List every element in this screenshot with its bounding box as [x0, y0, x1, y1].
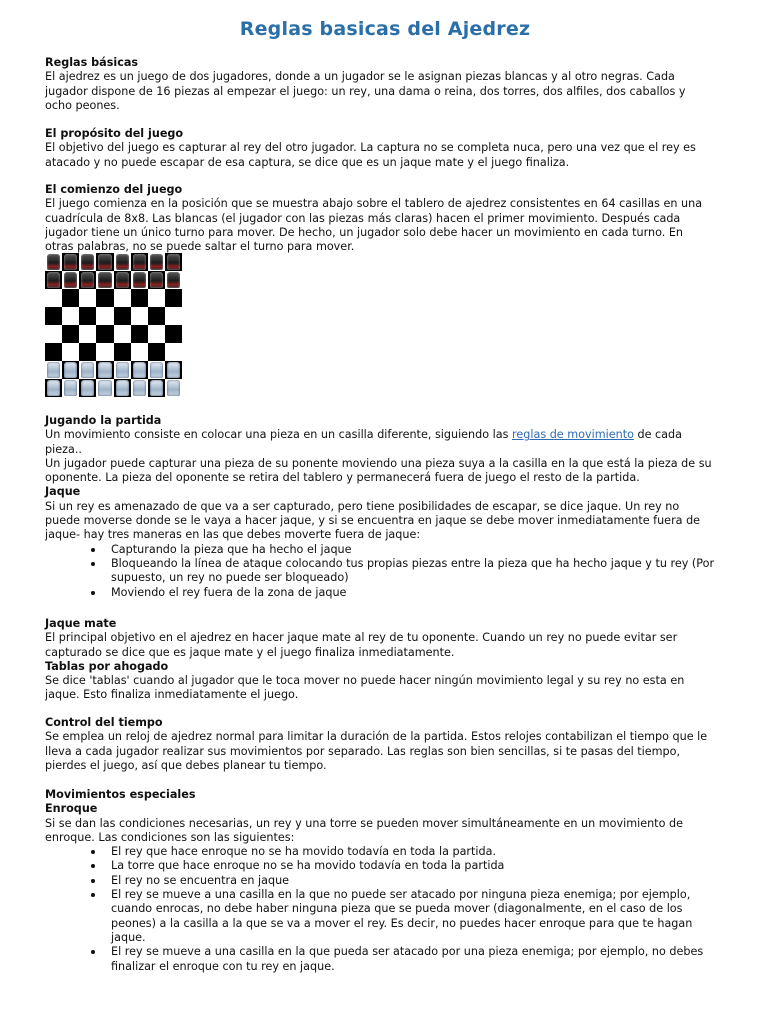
white-piece-icon [64, 380, 77, 396]
white-piece-icon [167, 380, 180, 396]
board-square [148, 379, 165, 397]
board-square [114, 361, 131, 379]
board-square [165, 307, 182, 325]
text-line: oponente. La pieza del oponente se retira del tablero y permanecerá fuera de juego el resto de la partida. [45, 471, 640, 485]
board-square [96, 253, 113, 271]
board-square [96, 289, 113, 307]
heading-comienzo: El comienzo del juego [45, 183, 183, 196]
board-square [165, 253, 182, 271]
white-piece-icon [150, 362, 163, 378]
board-square [165, 325, 182, 343]
board-square [45, 325, 62, 343]
black-piece-icon [133, 254, 146, 270]
heading-jaque-mate: Jaque mate [45, 617, 117, 630]
section-proposito [45, 127, 725, 170]
list-item: La torre que hace enroque no se ha movido todavía en toda la partida [45, 859, 725, 873]
board-square [131, 253, 148, 271]
text-line: Un jugador puede capturar una pieza de su ponente moviendo una pieza suya a la casilla en la que está la pieza de su [45, 456, 712, 470]
board-square [131, 307, 148, 325]
white-piece-icon [47, 380, 60, 396]
list-item: Moviendo el rey fuera de la zona de jaque [45, 586, 725, 600]
board-square [165, 343, 182, 361]
board-square [114, 307, 131, 325]
board-square [148, 343, 165, 361]
board-square [131, 325, 148, 343]
section-jugando [45, 414, 725, 600]
board-square [45, 253, 62, 271]
board-square [96, 343, 113, 361]
board-square [148, 271, 165, 289]
text-line: El ajedrez es un juego de dos jugadores, donde a un jugador se le asignan piezas blancas y al otro negras. Cada [45, 70, 675, 84]
text-line: puede moverse donde se le vaya a hacer jaque, y si se encuentra en jaque se debe mover inmediatamente fuera de [45, 514, 701, 528]
list-item: Bloqueando la línea de ataque colocando tus propias piezas entre la pieza que ha hecho jaque y tu rey (Por supuesto, un rey no puede ser bloqueado) [45, 557, 725, 586]
white-piece-icon [81, 362, 94, 378]
text-line: Si se dan las condiciones necesarias, un rey y una torre se pueden mover simultáneamente en un movimiento de [45, 816, 683, 830]
enroque-conditions-list [45, 845, 725, 974]
board-square [45, 379, 62, 397]
board-square [62, 361, 79, 379]
board-square [114, 379, 131, 397]
white-piece-icon [47, 362, 60, 378]
list-item: El rey se mueve a una casilla en la que no puede ser atacado por ninguna pieza enemiga; por ejemplo, cuando enrocas, no debe haber ninguna pieza que se pueda mover (diagonalmente, en el caso de los peones) a la casilla a la que se va a mover el rey. Es decir, no puedes hacer enroque para que te hagan jaque. [45, 888, 725, 945]
heading-enroque: Enroque [45, 802, 98, 816]
board-square [148, 253, 165, 271]
board-square [165, 289, 182, 307]
board-square [131, 361, 148, 379]
board-square [79, 379, 96, 397]
white-piece-icon [133, 362, 146, 378]
white-piece-icon [167, 362, 180, 378]
board-square [114, 343, 131, 361]
board-square [62, 253, 79, 271]
black-piece-icon [81, 272, 94, 288]
list-item: El rey no se encuentra en jaque [45, 874, 725, 888]
text-line: El objetivo del juego es capturar al rey del otro jugador. La captura no se completa nuca, pero una vez que el rey es [45, 141, 696, 155]
black-piece-icon [167, 272, 180, 288]
board-square [62, 325, 79, 343]
board-square [79, 361, 96, 379]
board-square [114, 325, 131, 343]
white-piece-icon [116, 380, 129, 396]
section-jaque-mate [45, 617, 725, 703]
board-square [79, 253, 96, 271]
text-line: Se dice 'tablas' cuando al jugador que le toca mover no puede hacer ningún movimiento legal y su rey no esta en [45, 674, 685, 688]
text-line: El principal objetivo en el ajedrez en hacer jaque mate al rey de tu oponente. Cuando un rey no puede evitar ser [45, 631, 678, 645]
page-title: Reglas basicas del Ajedrez [239, 18, 531, 40]
board-square [79, 307, 96, 325]
text-line: lleva a cada jugador realizar sus movimientos por separado. Las reglas son bien sencillas, si te pasas del tiempo, [45, 744, 681, 758]
board-square [131, 379, 148, 397]
board-square [165, 361, 182, 379]
section-movimientos-especiales [45, 788, 725, 974]
reglas-de-movimiento-link[interactable]: reglas de movimiento [512, 428, 634, 442]
text-line: El juego comienza en la posición que se muestra abajo sobre el tablero de ajedrez consistentes en 64 casillas en una [45, 197, 703, 211]
black-piece-icon [167, 254, 180, 270]
board-square [62, 307, 79, 325]
text-line: cuadrícula de 8x8. Las blancas (el jugador con las piezas más claras) hacen el primer movimiento. Después cada [45, 211, 681, 225]
jaque-options-list [45, 543, 725, 600]
white-piece-icon [81, 380, 94, 396]
text-line [45, 428, 725, 442]
heading-jaque: Jaque [45, 485, 81, 499]
text-run: Un movimiento consiste en colocar una pieza en un casilla diferente, siguiendo las [45, 428, 513, 442]
board-square [148, 289, 165, 307]
heading-jugando: Jugando la partida [45, 414, 162, 427]
list-item: Capturando la pieza que ha hecho el jaque [45, 543, 725, 557]
white-piece-icon [116, 362, 129, 378]
text-line: otras palabras, no se puede saltar el turno para mover. [45, 240, 355, 254]
board-square [96, 307, 113, 325]
board-square [148, 325, 165, 343]
board-square [62, 379, 79, 397]
white-piece-icon [98, 362, 111, 378]
board-square [62, 289, 79, 307]
board-square [96, 325, 113, 343]
board-square [131, 289, 148, 307]
board-square [165, 379, 182, 397]
board-square [62, 343, 79, 361]
board-square [45, 289, 62, 307]
black-piece-icon [150, 254, 163, 270]
black-piece-icon [64, 272, 77, 288]
board-square [45, 271, 62, 289]
white-piece-icon [98, 380, 111, 396]
black-piece-icon [116, 272, 129, 288]
board-square [79, 343, 96, 361]
text-line: jaque- hay tres maneras en las que debes moverte fuera de jaque: [45, 528, 421, 542]
board-square [79, 325, 96, 343]
board-square [96, 271, 113, 289]
heading-tablas: Tablas por ahogado [45, 659, 169, 673]
board-square [114, 253, 131, 271]
white-piece-icon [133, 380, 146, 396]
text-line: enroque. Las condiciones son las siguientes: [45, 830, 295, 844]
black-piece-icon [64, 254, 77, 270]
board-square [45, 343, 62, 361]
text-line: capturado se dice que es jaque mate y el juego finaliza inmediatamente. [45, 645, 455, 659]
section-reglas-basicas [45, 56, 725, 113]
heading-proposito: El propósito del juego [45, 127, 184, 140]
black-piece-icon [150, 272, 163, 288]
white-piece-icon [150, 380, 163, 396]
black-piece-icon [116, 254, 129, 270]
list-item: El rey se mueve a una casilla en la que pueda ser atacado por una pieza enemiga; por ejemplo, no debes finalizar el enroque con tu rey en jaque. [45, 945, 725, 974]
board-square [148, 307, 165, 325]
text-line: ocho peones. [45, 98, 120, 112]
section-comienzo [45, 183, 725, 254]
board-square [165, 271, 182, 289]
board-square [148, 361, 165, 379]
black-piece-icon [81, 254, 94, 270]
section-control-tiempo [45, 716, 725, 773]
board-square [131, 343, 148, 361]
text-line: jugador tiene un único turno para mover. De hecho, un jugador solo debe hacer un movimiento en cada turno. En [45, 225, 683, 239]
board-square [96, 361, 113, 379]
board-square [79, 289, 96, 307]
text-line: jaque. Esto finaliza inmediatamente el juego. [45, 688, 299, 702]
black-piece-icon [47, 254, 60, 270]
heading-movimientos-especiales: Movimientos especiales [45, 788, 196, 801]
text-line: pieza.. [45, 442, 82, 456]
board-square [79, 271, 96, 289]
board-square [45, 307, 62, 325]
chessboard-image [45, 253, 182, 397]
heading-reglas-basicas: Reglas básicas [45, 56, 139, 69]
board-square [62, 271, 79, 289]
text-line: jugador dispone de 16 piezas al empezar el juego: un rey, una dama o reina, dos torres, dos alfiles, dos caballos y [45, 84, 686, 98]
board-square [114, 271, 131, 289]
text-line: Si un rey es amenazado de que va a ser capturado, pero tiene posibilidades de escapar, se dice jaque. Un rey no [45, 499, 680, 513]
board-square [96, 379, 113, 397]
list-item: El rey que hace enroque no se ha movido todavía en toda la partida. [45, 845, 725, 859]
board-square [131, 271, 148, 289]
text-run: de cada [633, 428, 682, 442]
heading-control-tiempo: Control del tiempo [45, 716, 163, 729]
black-piece-icon [98, 254, 111, 270]
board-square [114, 289, 131, 307]
black-piece-icon [47, 272, 60, 288]
black-piece-icon [133, 272, 146, 288]
text-line: pierdes el juego, así que debes planear tu tiempo. [45, 758, 327, 772]
black-piece-icon [98, 272, 111, 288]
text-line: Se emplea un reloj de ajedrez normal para limitar la duración de la partida. Estos relojes contabilizan el tiempo que le [45, 730, 708, 744]
text-line: atacado y no puede escapar de esa captura, se dice que es un jaque mate y el juego finaliza. [45, 155, 570, 169]
white-piece-icon [64, 362, 77, 378]
board-square [45, 361, 62, 379]
